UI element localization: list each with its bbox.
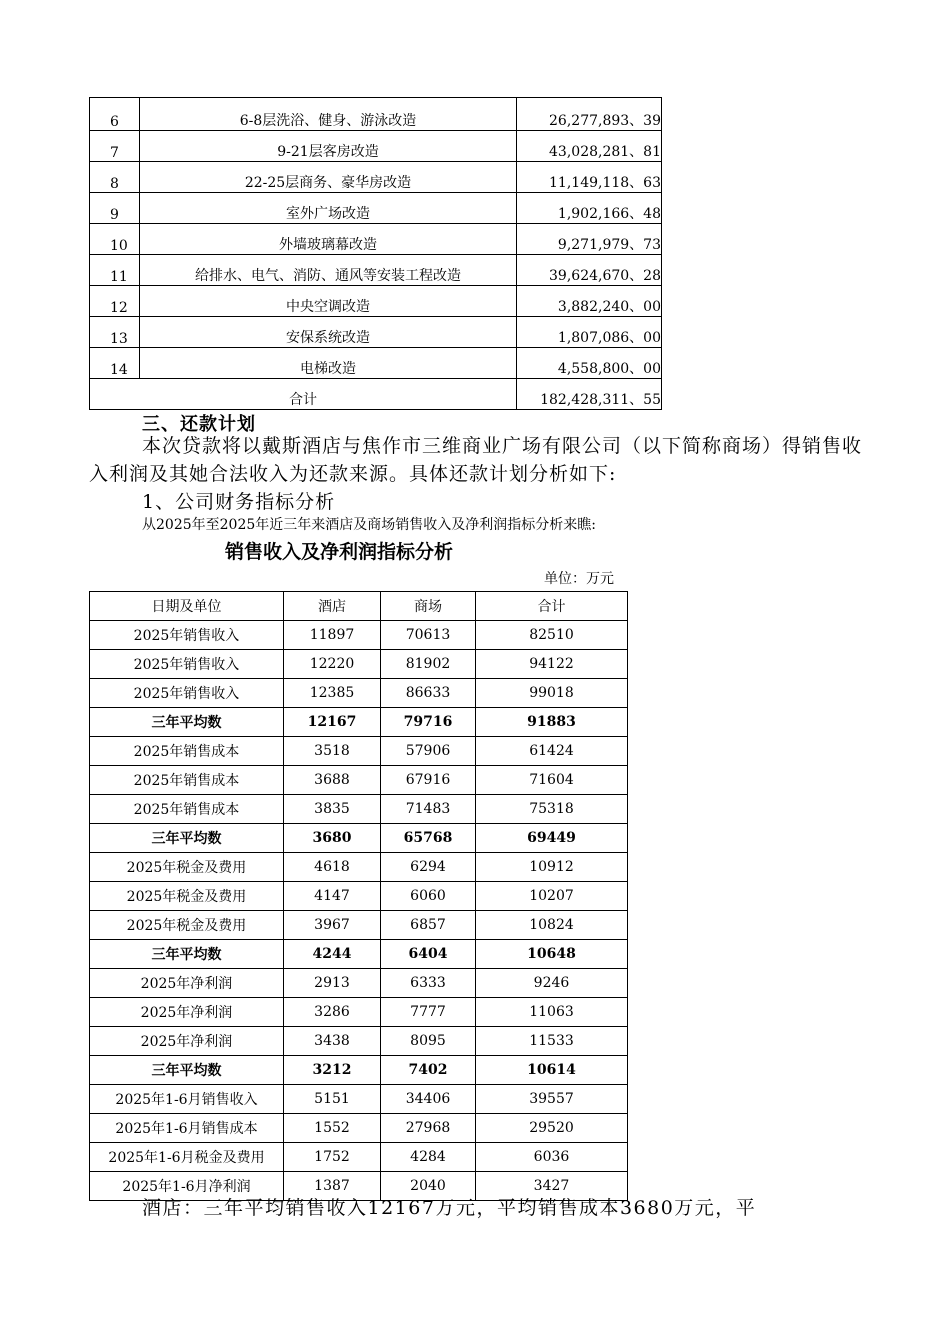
row-amount: 39,624,670、28 [517,255,662,286]
row-label: 2025年销售收入 [90,621,284,650]
total-value: 3427 [476,1172,628,1201]
table-row [90,795,628,824]
renovation-cost-table [89,97,662,410]
hotel-value: 5151 [284,1085,381,1114]
header-date: 日期及单位 [90,592,284,621]
table-row [90,98,662,131]
row-amount: 1,902,166、48 [517,193,662,224]
row-item: 22-25层商务、豪华房改造 [140,162,517,193]
mall-value: 86633 [381,679,476,708]
mall-value: 6294 [381,853,476,882]
mall-value: 6404 [381,940,476,969]
total-value: 9246 [476,969,628,998]
hotel-value: 11897 [284,621,381,650]
mall-value: 8095 [381,1027,476,1056]
table-row [90,911,628,940]
total-value: 10912 [476,853,628,882]
total-value: 10614 [476,1056,628,1085]
table-row [90,882,628,911]
row-amount: 43,028,281、81 [517,131,662,162]
financial-indicator-table [89,591,628,1201]
mall-value: 57906 [381,737,476,766]
sub-heading: 1、公司财务指标分析 [142,491,336,513]
total-row [90,379,662,410]
row-label: 2025年净利润 [90,1027,284,1056]
hotel-value: 12220 [284,650,381,679]
hotel-value: 3967 [284,911,381,940]
row-label: 2025年销售成本 [90,737,284,766]
row-amount: 4,558,800、00 [517,348,662,379]
hotel-value: 1387 [284,1172,381,1201]
total-label: 合计 [90,379,517,410]
row-label: 三年平均数 [90,708,284,737]
row-label: 2025年税金及费用 [90,882,284,911]
row-item: 给排水、电气、消防、通风等安装工程改造 [140,255,517,286]
row-label: 2025年净利润 [90,998,284,1027]
total-value: 6036 [476,1143,628,1172]
total-value: 99018 [476,679,628,708]
row-label: 三年平均数 [90,824,284,853]
row-item: 室外广场改造 [140,193,517,224]
total-value: 69449 [476,824,628,853]
section-heading: 三、还款计划 [142,414,256,435]
hotel-value: 3688 [284,766,381,795]
row-item: 外墙玻璃幕改造 [140,224,517,255]
table-row [90,650,628,679]
hotel-value: 3438 [284,1027,381,1056]
total-value: 10824 [476,911,628,940]
mall-value: 79716 [381,708,476,737]
intro-line: 从2025年至2025年近三年来酒店及商场销售收入及净利润指标分析来瞧: [142,517,596,533]
row-number: 12 [90,286,140,317]
average-row [90,1056,628,1085]
mall-value: 2040 [381,1172,476,1201]
total-amount: 182,428,311、55 [517,379,662,410]
hotel-value: 1752 [284,1143,381,1172]
hotel-value: 4147 [284,882,381,911]
average-row [90,940,628,969]
unit-label: 单位：万元 [544,571,614,587]
table-title: 销售收入及净利润指标分析 [225,541,454,563]
table-row [90,621,628,650]
table-row [90,1085,628,1114]
row-label: 2025年销售成本 [90,795,284,824]
total-value: 94122 [476,650,628,679]
row-number: 6 [90,98,140,131]
row-number: 8 [90,162,140,193]
total-value: 39557 [476,1085,628,1114]
row-item: 中央空调改造 [140,286,517,317]
mall-value: 4284 [381,1143,476,1172]
mall-value: 81902 [381,650,476,679]
row-label: 2025年1-6月销售收入 [90,1085,284,1114]
table-row [90,348,662,379]
total-value: 61424 [476,737,628,766]
mall-value: 67916 [381,766,476,795]
row-number: 11 [90,255,140,286]
row-label: 2025年销售收入 [90,679,284,708]
mall-value: 27968 [381,1114,476,1143]
row-number: 9 [90,193,140,224]
row-item: 电梯改造 [140,348,517,379]
table-row [90,679,628,708]
row-amount: 1,807,086、00 [517,317,662,348]
table-row [90,1027,628,1056]
table-row [90,969,628,998]
average-row [90,824,628,853]
average-row [90,708,628,737]
hotel-value: 3286 [284,998,381,1027]
repayment-paragraph: 本次贷款将以戴斯酒店与焦作市三维商业广场有限公司（以下简称商场）得销售收入利润及其她合法收入为还款来源。具体还款计划分析如下: [89,435,863,485]
total-value: 29520 [476,1114,628,1143]
header-row [90,592,628,621]
row-label: 2025年1-6月净利润 [90,1172,284,1201]
mall-value: 6060 [381,882,476,911]
row-number: 10 [90,224,140,255]
table-row [90,317,662,348]
row-label: 2025年1-6月销售成本 [90,1114,284,1143]
total-value: 91883 [476,708,628,737]
total-value: 71604 [476,766,628,795]
row-label: 2025年销售成本 [90,766,284,795]
hotel-value: 4618 [284,853,381,882]
row-label: 2025年税金及费用 [90,853,284,882]
row-number: 13 [90,317,140,348]
mall-value: 71483 [381,795,476,824]
total-value: 82510 [476,621,628,650]
table-row [90,737,628,766]
hotel-value: 3212 [284,1056,381,1085]
table-row [90,255,662,286]
mall-value: 6857 [381,911,476,940]
hotel-value: 3680 [284,824,381,853]
mall-value: 70613 [381,621,476,650]
row-label: 2025年1-6月税金及费用 [90,1143,284,1172]
hotel-value: 1552 [284,1114,381,1143]
row-item: 安保系统改造 [140,317,517,348]
total-value: 10648 [476,940,628,969]
hotel-value: 4244 [284,940,381,969]
hotel-summary-line: 酒店：三年平均销售收入12167万元，平均销售成本3680万元，平 [142,1197,757,1219]
table-row [90,224,662,255]
row-item: 9-21层客房改造 [140,131,517,162]
row-number: 7 [90,131,140,162]
mall-value: 6333 [381,969,476,998]
total-value: 11063 [476,998,628,1027]
row-number: 14 [90,348,140,379]
row-label: 三年平均数 [90,940,284,969]
table-row [90,131,662,162]
header-total: 合计 [476,592,628,621]
hotel-value: 2913 [284,969,381,998]
row-item: 6-8层洗浴、健身、游泳改造 [140,98,517,131]
row-label: 2025年净利润 [90,969,284,998]
total-value: 10207 [476,882,628,911]
row-amount: 11,149,118、63 [517,162,662,193]
table-row [90,193,662,224]
table-row [90,766,628,795]
row-label: 2025年税金及费用 [90,911,284,940]
mall-value: 34406 [381,1085,476,1114]
table-row [90,162,662,193]
total-value: 75318 [476,795,628,824]
hotel-value: 12167 [284,708,381,737]
row-amount: 3,882,240、00 [517,286,662,317]
row-label: 三年平均数 [90,1056,284,1085]
table-row [90,998,628,1027]
row-amount: 9,271,979、73 [517,224,662,255]
table-row [90,286,662,317]
hotel-value: 12385 [284,679,381,708]
table-row [90,1143,628,1172]
mall-value: 7402 [381,1056,476,1085]
row-amount: 26,277,893、39 [517,98,662,131]
mall-value: 7777 [381,998,476,1027]
row-label: 2025年销售收入 [90,650,284,679]
header-mall: 商场 [381,592,476,621]
table-row [90,1114,628,1143]
total-value: 11533 [476,1027,628,1056]
hotel-value: 3835 [284,795,381,824]
header-hotel: 酒店 [284,592,381,621]
mall-value: 65768 [381,824,476,853]
table-row [90,853,628,882]
hotel-value: 3518 [284,737,381,766]
